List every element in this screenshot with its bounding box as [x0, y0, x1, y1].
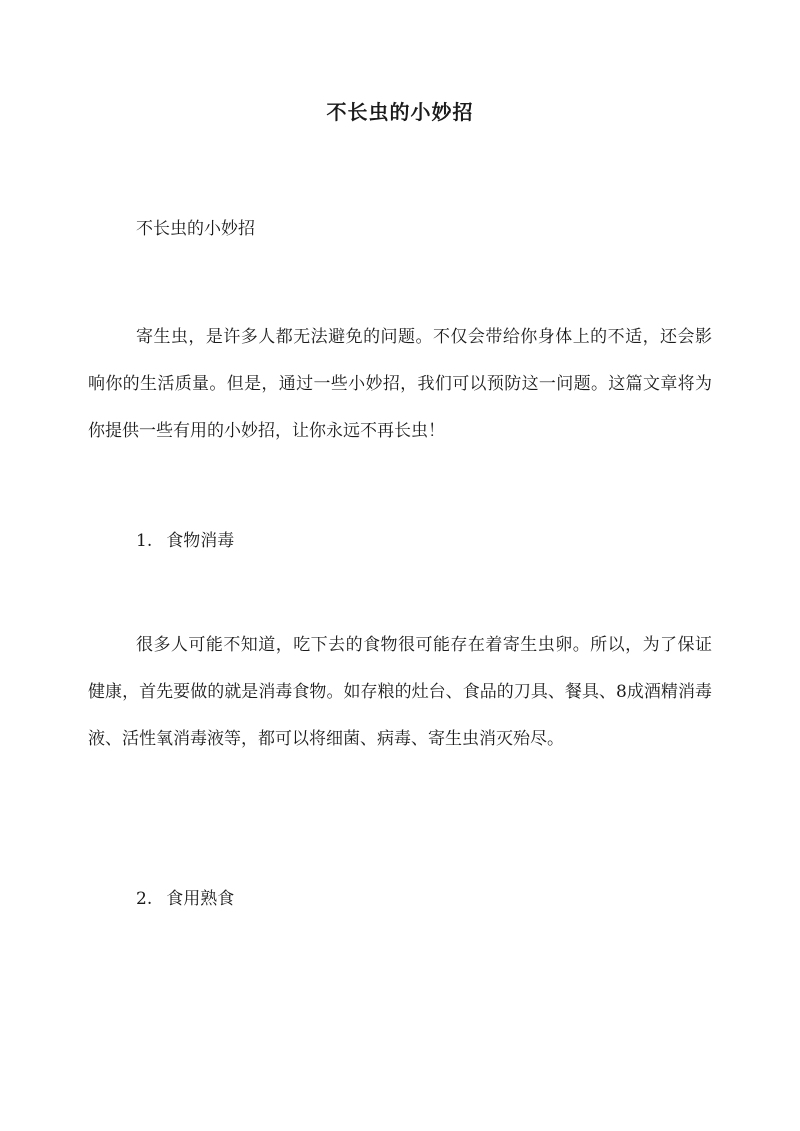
section-heading-2 [88, 876, 712, 923]
intro-paragraph: 寄生虫，是许多人都无法避免的问题。不仅会带给你身体上的不适，还会影响你的生活质量。但是，通过一些小妙招，我们可以预防这一问题。这篇文章将为你提供一些有用的小妙招，让你永远不再长虫！ [88, 327, 712, 441]
subtitle-paragraph: 不长虫的小妙招 [136, 219, 255, 239]
section-number: 1. [136, 531, 153, 551]
section-number: 2. [136, 889, 153, 909]
section-heading-text: 食物消毒 [166, 531, 235, 551]
section-heading-text: 食用熟食 [166, 889, 235, 909]
section-heading-1 [88, 518, 712, 565]
section-paragraph-1: 很多人可能不知道，吃下去的食物很可能存在着寄生虫卵。所以，为了保证健康，首先要做的就是消毒食物。如存粮的灶台、食品的刀具、餐具、8成酒精消毒液、活性氧消毒液等，都可以将细菌、病毒、寄生虫消灭殆尽。 [88, 635, 712, 749]
document-title: 不长虫的小妙招 [326, 100, 474, 124]
